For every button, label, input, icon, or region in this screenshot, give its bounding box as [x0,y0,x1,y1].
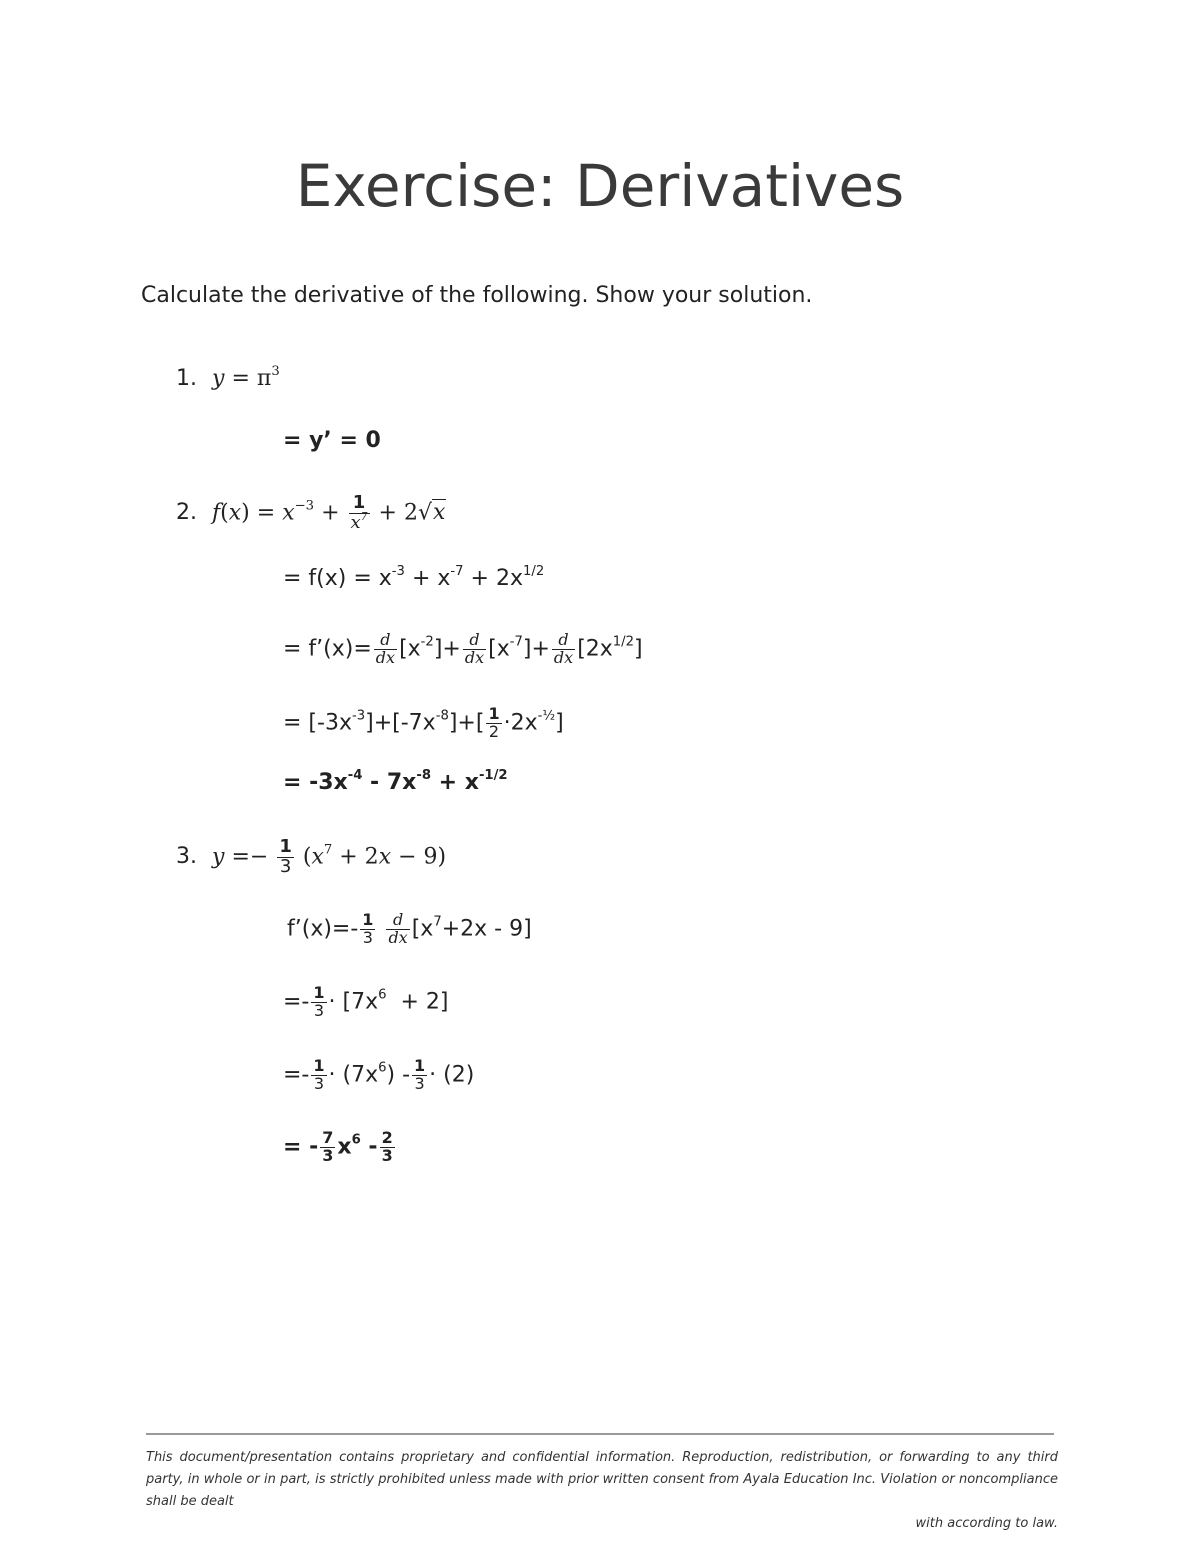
notice-text: This document/presentation contains proprietary and confidential information. Reproduction, redistribution, or forwarding to any third party, in whole or in part, is strictly prohibited unless made with prior written consent from Ayala Education Inc. Violation or noncompliance shall be dealt [146,1450,1058,1509]
problem-1-number: 1. [176,366,197,391]
problem-3-step-3: =- $\frac{1}{3}$ · $(7x^6)$ - $\frac{1}{3}$ · (2) [283,1056,475,1093]
problem-2-number: 2. [176,500,197,526]
problem-2-step-3: = $[-3x^{-3}]+[-7x^{-8}]+$[ $\frac{1}{2}$ $\cdot 2x^{-\frac{1}{2}}$] [283,704,564,741]
instruction-text: Calculate the derivative of the following. Show your solution. [141,283,813,308]
fraction-1-over-x7: $\frac{1}{x^7}$ [350,492,368,533]
notice-text-end: with according to law. [915,1516,1058,1531]
problem-3-step-1: f’(x)=- $\frac{1}{3}$ $\frac{d}{dx}$ $[x^7+2x - 9]$ [287,910,532,947]
problem-2-step-1: = $f(x) = x^{-3} + x^{-7} + 2x^{1/2}$ [283,564,545,591]
problem-2: 2. $f(x) = x^{-3}$ + $\frac{1}{x^7}$ + 2√x [176,492,446,533]
sqrt-x: √x [417,500,446,526]
problem-1: 1. $y = \pi^3$ [176,364,280,391]
problem-3: 3. y =− $\frac{1}{3}$ $(x^7 + 2x - 9)$ [176,836,447,877]
footer-divider [146,1433,1054,1435]
problem-3-step-2: =- $\frac{1}{3}$ · $[7x^6 + 2]$ [283,983,449,1020]
confidentiality-notice [146,1447,1058,1535]
page-title: Exercise: Derivatives [295,152,905,220]
problem-1-step-1: = y’ = 0 [283,428,381,453]
problem-2-step-2: = f’(x)= $\frac{d}{dx}$ $[x^{-2}]+$ $\frac{d}{dx}$ $[x^{-7}]+$ $\frac{d}{dx}$ $[2x^{1/2}]$ [283,630,643,667]
problem-3-number: 3. [176,844,197,870]
problem-3-answer: = - $\frac{7}{3}$ $x^6$ - $\frac{2}{3}$ [283,1128,393,1165]
problem-2-answer: = $-3x^{-4} - 7x^{-8} + x^{-1/2}$ [283,768,508,795]
